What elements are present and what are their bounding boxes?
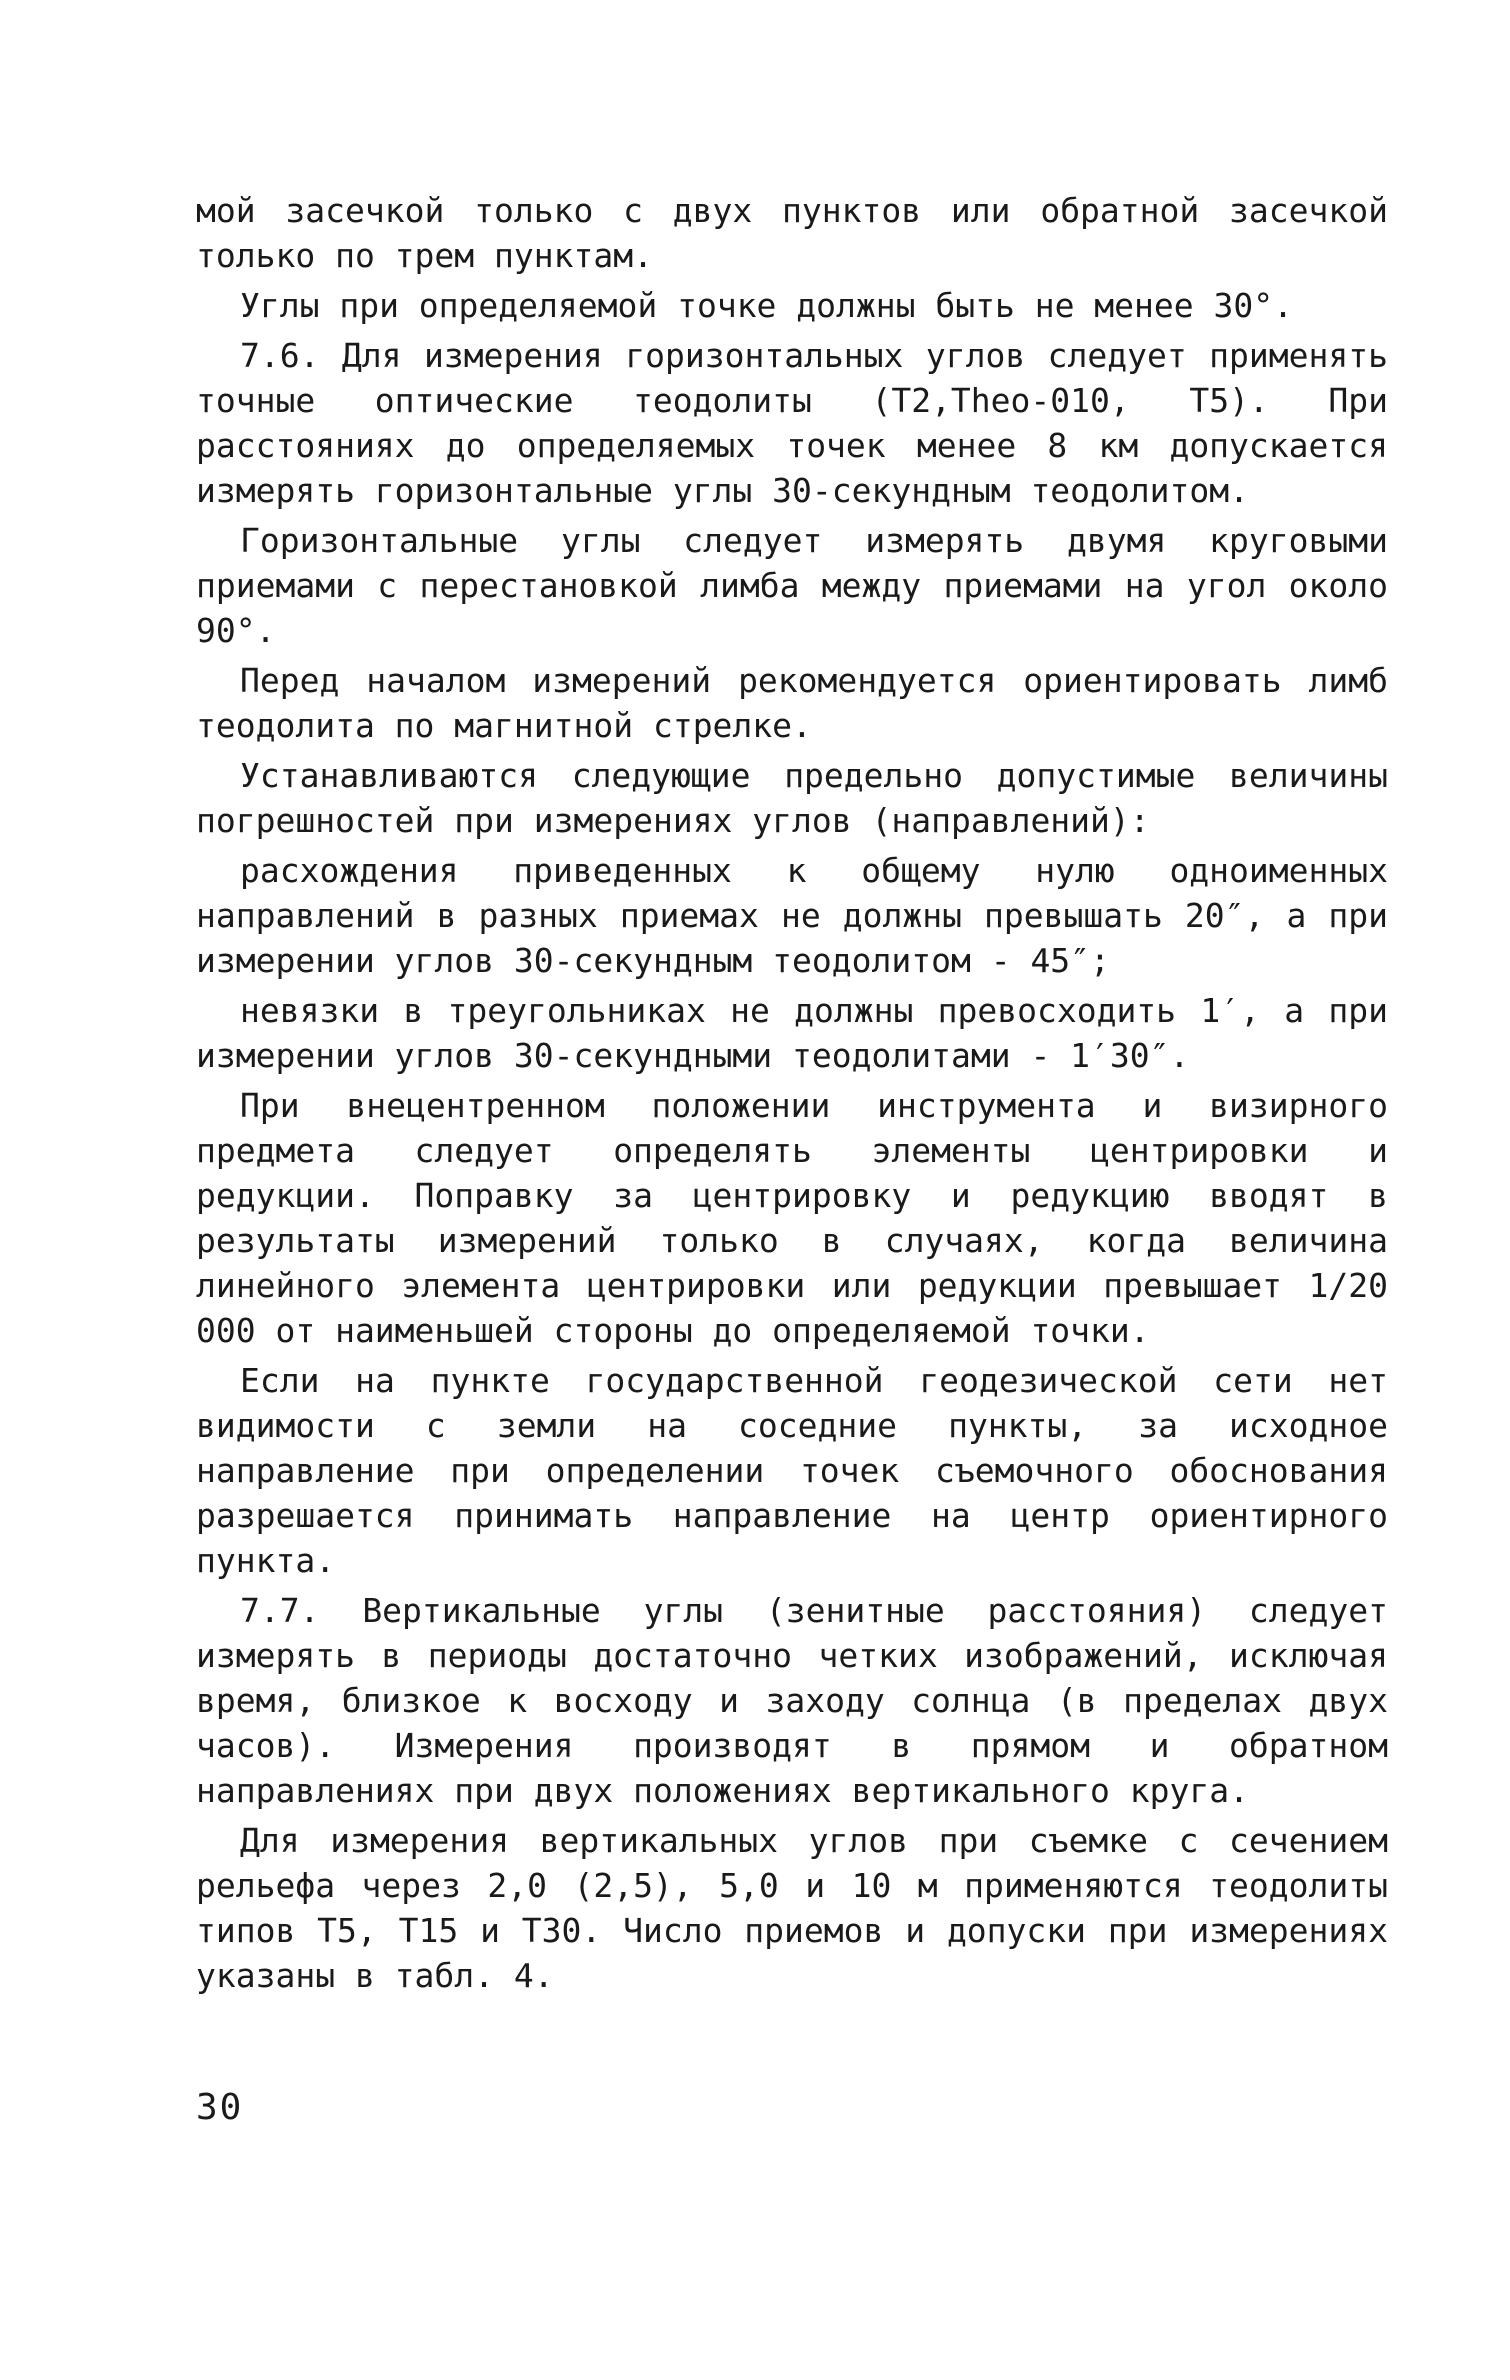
- paragraph-7-7: 7.7. Вертикальные углы (зенитные расстояния) следует измерять в периоды достаточно четких изображений, исключая время, близкое к восходу и заходу солнца (в пределах двух часов). Измерения производят в прямом и обратном направлениях при двух положениях вертикального круга.: [196, 1591, 1388, 1810]
- paragraph-7-6: 7.6. Для измерения горизонтальных углов следует применять точные оптические теодолиты (Т2,Theo-010, Т5). При расстояниях до определяемых точек менее 8 км допускается измерять горизонтальные углы 30-секундным теодолитом.: [196, 336, 1388, 510]
- paragraph-tolerances: Устанавливаются следующие предельно допустимые величины погрешностей при измерениях углов (направлений):: [196, 756, 1388, 840]
- paragraph-triangle-misclosure: невязки в треугольниках не должны превосходить 1′, а при измерении углов 30-секундными теодолитами - 1′30″.: [196, 991, 1388, 1075]
- paragraph-vertical-angles: Для измерения вертикальных углов при съемке с сечением рельефа через 2,0 (2,5), 5,0 и 10 м применяются теодолиты типов Т5, Т15 и Т30. Число приемов и допуски при измерениях указаны в табл. 4.: [196, 1821, 1388, 1995]
- page-number: 30: [196, 2087, 244, 2128]
- paragraph-centering: При внецентренном положении инструмента и визирного предмета следует определять элементы центрировки и редукции. Поправку за центрировку и редукцию вводят в результаты измерений только в случаях, когда величина линейного элемента центрировки или редукции превышает 1/20 000 от наименьшей стороны до определяемой точки.: [196, 1086, 1388, 1350]
- paragraph-orientation: Перед началом измерений рекомендуется ориентировать лимб теодолита по магнитной стрелке.: [196, 661, 1388, 745]
- paragraph-angles-min: Углы при определяемой точке должны быть не менее 30°.: [240, 286, 1293, 325]
- page-text: [196, 188, 1388, 2003]
- paragraph-direction-discrepancy: расхождения приведенных к общему нулю одноименных направлений в разных приемах не должны превышать 20″, а при измерении углов 30-секундным теодолитом - 45″;: [196, 851, 1388, 980]
- paragraph-visibility: Если на пункте государственной геодезической сети нет видимости с земли на соседние пункты, за исходное направление при определении точек съемочного обоснования разрешается принимать направление на центр ориентирного пункта.: [196, 1361, 1388, 1580]
- paragraph-continuation: мой засечкой только с двух пунктов или обратной засечкой только по трем пунктам.: [196, 191, 1388, 275]
- paragraph-horizontal-angles: Горизонтальные углы следует измерять двумя круговыми приемами с перестановкой лимба между приемами на угол около 90°.: [196, 521, 1388, 650]
